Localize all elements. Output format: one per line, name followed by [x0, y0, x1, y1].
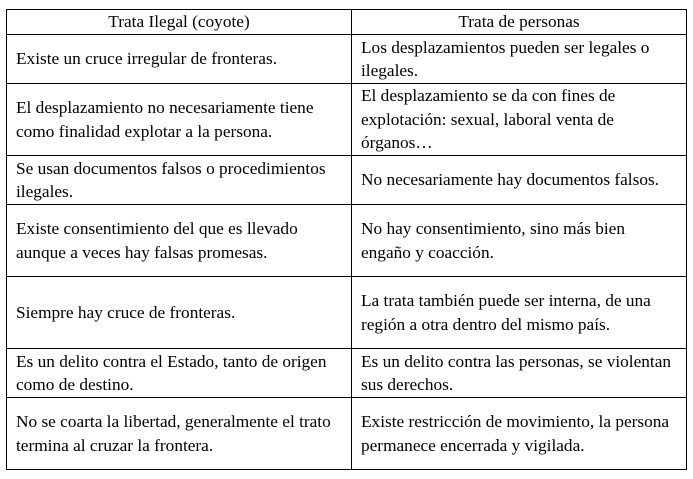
- table-row: [7, 349, 687, 398]
- cell-trata-ilegal: El desplazamiento no necesariamente tiene como finalidad explotar a la persona.: [7, 84, 352, 156]
- cell-trata-de-personas: La trata también puede ser interna, de una región a otra dentro del mismo país.: [352, 277, 687, 349]
- cell-trata-de-personas: El desplazamiento se da con fines de explotación: sexual, laboral venta de órganos…: [352, 84, 687, 156]
- table-row: [7, 205, 687, 277]
- table-row: [7, 398, 687, 470]
- cell-trata-de-personas: Es un delito contra las personas, se violentan sus derechos.: [352, 349, 687, 398]
- cell-trata-de-personas: No hay consentimiento, sino más bien engaño y coacción.: [352, 205, 687, 277]
- cell-trata-de-personas: Los desplazamientos pueden ser legales o ilegales.: [352, 35, 687, 84]
- cell-trata-de-personas: Existe restricción de movimiento, la persona permanece encerrada y vigilada.: [352, 398, 687, 470]
- table-row: [7, 277, 687, 349]
- cell-trata-ilegal: Siempre hay cruce de fronteras.: [7, 277, 352, 349]
- cell-trata-ilegal: Se usan documentos falsos o procedimientos ilegales.: [7, 156, 352, 205]
- cell-trata-ilegal: Es un delito contra el Estado, tanto de origen como de destino.: [7, 349, 352, 398]
- comparison-table: [6, 9, 687, 470]
- cell-trata-ilegal: No se coarta la libertad, generalmente el trato termina al cruzar la frontera.: [7, 398, 352, 470]
- cell-trata-ilegal: Existe un cruce irregular de fronteras.: [7, 35, 352, 84]
- header-row: [7, 10, 687, 35]
- header-trata-de-personas: Trata de personas: [352, 10, 687, 35]
- table-row: [7, 156, 687, 205]
- cell-trata-ilegal: Existe consentimiento del que es llevado aunque a veces hay falsas promesas.: [7, 205, 352, 277]
- table-row: [7, 84, 687, 156]
- table-row: [7, 35, 687, 84]
- cell-trata-de-personas: No necesariamente hay documentos falsos.: [352, 156, 687, 205]
- header-trata-ilegal: Trata Ilegal (coyote): [7, 10, 352, 35]
